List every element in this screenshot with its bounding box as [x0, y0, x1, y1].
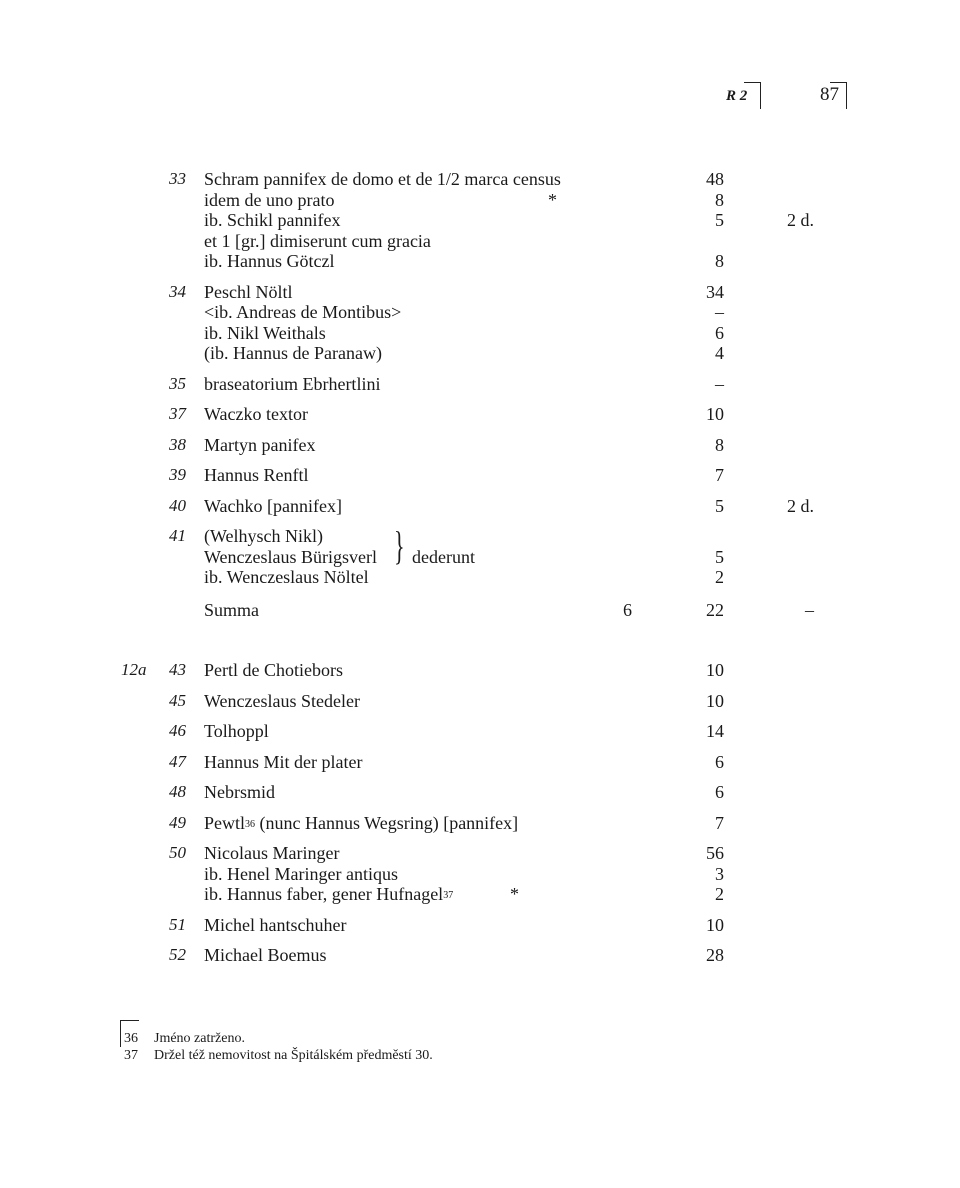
entry-number: 41 — [169, 526, 186, 545]
entry-text — [204, 231, 431, 252]
footnote-number: 36 — [124, 1031, 138, 1046]
entry-number: 48 — [169, 782, 186, 801]
entry-name: Tolhoppl — [204, 721, 269, 741]
asterisk-mark: * — [548, 189, 557, 210]
entry-line — [0, 864, 960, 885]
entry-line — [0, 691, 960, 712]
entry-group — [0, 523, 960, 588]
amount-b: – — [715, 302, 724, 322]
entry-name: ib. Nikl Weithals — [204, 322, 326, 343]
entry-line — [0, 915, 960, 936]
entry-text — [204, 169, 561, 190]
entry-name: Pertl de Chotiebors — [204, 660, 343, 680]
amount-b: 56 — [706, 843, 724, 863]
entry-text — [204, 547, 377, 568]
entry-text — [204, 813, 518, 834]
amount-b: 34 — [706, 281, 724, 302]
entry-group — [0, 282, 960, 364]
amount-c: 2 d. — [787, 210, 814, 230]
amount-b: 8 — [715, 189, 724, 210]
amount-b: 6 — [715, 322, 724, 343]
entry-text — [204, 496, 342, 517]
entry-number: 46 — [169, 721, 186, 740]
entry-line — [0, 496, 960, 517]
header-corner-mark — [830, 82, 847, 109]
entry-text — [204, 945, 326, 966]
brace-mark: } — [394, 523, 405, 568]
section-label: R 2 — [726, 88, 748, 104]
entry-line — [0, 547, 960, 568]
entry-line — [0, 374, 960, 395]
entry-number: 47 — [169, 751, 186, 771]
summa-group — [0, 600, 960, 621]
entry-group — [0, 945, 960, 966]
entry-text — [204, 251, 334, 272]
entry-text — [204, 190, 334, 211]
entry-name: Wenczeslaus Stedeler — [204, 690, 360, 711]
entry-group — [0, 435, 960, 456]
entry-name: idem de uno prato — [204, 189, 335, 210]
amount-b: – — [715, 373, 724, 394]
entry-text — [204, 404, 308, 425]
entry-text — [204, 884, 453, 905]
entry-name: ib. Hannus faber, gener Hufnagel — [204, 884, 444, 904]
amount-b: 10 — [706, 690, 724, 711]
entry-number: 38 — [169, 434, 186, 454]
footnote-text: Jméno zatrženo. — [154, 1031, 245, 1046]
amount-b: 6 — [715, 782, 724, 802]
amount-b: 7 — [715, 465, 724, 485]
amount-b: 10 — [706, 404, 724, 424]
entry-number: 40 — [169, 495, 186, 515]
register-entries — [0, 169, 960, 976]
amount-c: 2 d. — [787, 495, 814, 516]
entry-name: Nicolaus Maringer — [204, 843, 340, 863]
entry-number: 49 — [169, 812, 186, 832]
amount-b: 28 — [706, 945, 724, 965]
entry-name: (ib. Hannus de Paranaw) — [204, 343, 382, 363]
amount-b: 5 — [715, 546, 724, 567]
page-number: 87 — [820, 84, 839, 105]
entry-name: Wenczeslaus Bürigsverl — [204, 546, 377, 567]
entry-text — [204, 210, 340, 231]
summa-amount-a: 6 — [623, 599, 632, 620]
entry-name: ib. Hannus Götczl — [204, 251, 335, 271]
entry-line — [0, 526, 960, 547]
asterisk-mark: * — [510, 884, 519, 904]
amount-b: 8 — [715, 434, 724, 455]
entry-group — [0, 691, 960, 712]
entry-text — [204, 323, 326, 344]
amount-b: 14 — [706, 721, 724, 741]
entry-group — [0, 374, 960, 395]
entry-line — [0, 567, 960, 588]
summa-label: Summa — [204, 599, 260, 620]
footnote-text: Držel též nemovitost na Špitálském předměstí 30. — [154, 1048, 433, 1063]
entry-group — [0, 782, 960, 803]
entry-line — [0, 282, 960, 303]
summa-amount-c: – — [805, 599, 814, 620]
entry-text — [204, 302, 401, 323]
entry-number: 39 — [169, 465, 186, 484]
amount-b: 4 — [715, 343, 724, 363]
entry-group — [0, 169, 960, 272]
entry-number: 45 — [169, 690, 186, 710]
footnote-ref: 37 — [443, 890, 454, 901]
entry-text — [204, 843, 339, 864]
entry-text — [204, 526, 323, 547]
entry-number: 50 — [169, 843, 186, 862]
entry-group — [0, 721, 960, 742]
entry-group — [0, 465, 960, 486]
entry-group — [0, 813, 960, 834]
entry-name: ib. Schikl pannifex — [204, 210, 341, 230]
entry-name: Peschl Nöltl — [204, 281, 293, 302]
amount-b: 2 — [715, 567, 724, 587]
entry-name: Hannus Mit der plater — [204, 751, 363, 772]
brace-label: dederunt — [412, 546, 475, 567]
entry-name: Martyn panifex — [204, 434, 316, 455]
entry-name: Nebrsmid — [204, 782, 275, 802]
entry-text — [204, 915, 346, 936]
entry-text — [204, 721, 269, 742]
entry-name: Hannus Renftl — [204, 465, 309, 485]
footnote-ref: 36 — [245, 818, 256, 830]
entry-line — [0, 169, 960, 190]
entry-line — [0, 404, 960, 425]
entry-line — [0, 660, 960, 681]
entry-name-cont: (nunc Hannus Wegsring) [pannifex] — [255, 812, 519, 833]
entry-text — [204, 864, 398, 885]
entry-number: 33 — [169, 169, 186, 188]
entry-line — [0, 435, 960, 456]
entry-name: (Welhysch Nikl) — [204, 526, 324, 546]
entry-line — [0, 813, 960, 834]
amount-b: 48 — [706, 169, 724, 189]
entry-line — [0, 343, 960, 364]
entry-name: Schram pannifex de domo et de 1/2 marca census — [204, 169, 561, 189]
entry-number: 43 — [169, 660, 186, 679]
entry-line — [0, 843, 960, 864]
entry-line — [0, 752, 960, 773]
amount-b: 7 — [715, 812, 724, 833]
entry-number: 37 — [169, 404, 186, 423]
entry-text — [204, 435, 315, 456]
entry-name: ib. Wenczeslaus Nöltel — [204, 567, 369, 587]
entry-name: <ib. Andreas de Montibus> — [204, 302, 402, 322]
entry-number: 34 — [169, 281, 186, 301]
entry-name: Michael Boemus — [204, 945, 327, 965]
entry-group — [0, 404, 960, 425]
amount-b: 8 — [715, 251, 724, 271]
folio-marker: 12a — [121, 660, 147, 679]
entry-text — [204, 782, 275, 803]
entry-text — [204, 465, 308, 486]
amount-b: 3 — [715, 863, 724, 884]
entry-line — [0, 782, 960, 803]
summa-line — [0, 600, 960, 621]
header-corner-mark — [744, 82, 761, 109]
entry-name: ib. Henel Maringer antiqus — [204, 863, 398, 884]
entry-line — [0, 190, 960, 211]
entry-name: Wachko [pannifex] — [204, 495, 342, 516]
entry-line — [0, 884, 960, 905]
entry-text — [204, 567, 369, 588]
entry-line — [0, 465, 960, 486]
entry-line — [0, 210, 960, 231]
amount-b: 5 — [715, 210, 724, 230]
entry-group — [0, 496, 960, 517]
entry-number: 52 — [169, 945, 186, 964]
entry-group — [0, 843, 960, 905]
entry-text — [204, 374, 380, 395]
entry-line — [0, 721, 960, 742]
amount-b: 10 — [706, 914, 724, 935]
amount-b: 6 — [715, 751, 724, 772]
entry-number: 35 — [169, 373, 186, 393]
entry-line — [0, 251, 960, 272]
amount-b: 10 — [706, 660, 724, 680]
entry-group — [0, 915, 960, 936]
entry-group — [0, 660, 960, 681]
entry-line — [0, 945, 960, 966]
entry-line — [0, 302, 960, 323]
entry-text — [204, 282, 293, 303]
entry-text — [204, 752, 362, 773]
amount-b: 2 — [715, 884, 724, 904]
entry-number: 51 — [169, 914, 186, 934]
entry-text — [204, 660, 343, 681]
summa-amount-b: 22 — [706, 599, 724, 620]
amount-b: 5 — [715, 495, 724, 516]
entry-text — [204, 343, 382, 364]
footnote-number: 37 — [124, 1048, 138, 1063]
entry-name: Waczko textor — [204, 404, 309, 424]
entry-name: Pewtl — [204, 812, 246, 833]
entry-name: braseatorium Ebrhertlini — [204, 373, 381, 394]
entry-line — [0, 231, 960, 252]
entry-name: Michel hantschuher — [204, 914, 347, 935]
entry-name: et 1 [gr.] dimiserunt cum gracia — [204, 230, 431, 251]
entry-text — [204, 691, 360, 712]
entry-group — [0, 752, 960, 773]
entry-line — [0, 323, 960, 344]
